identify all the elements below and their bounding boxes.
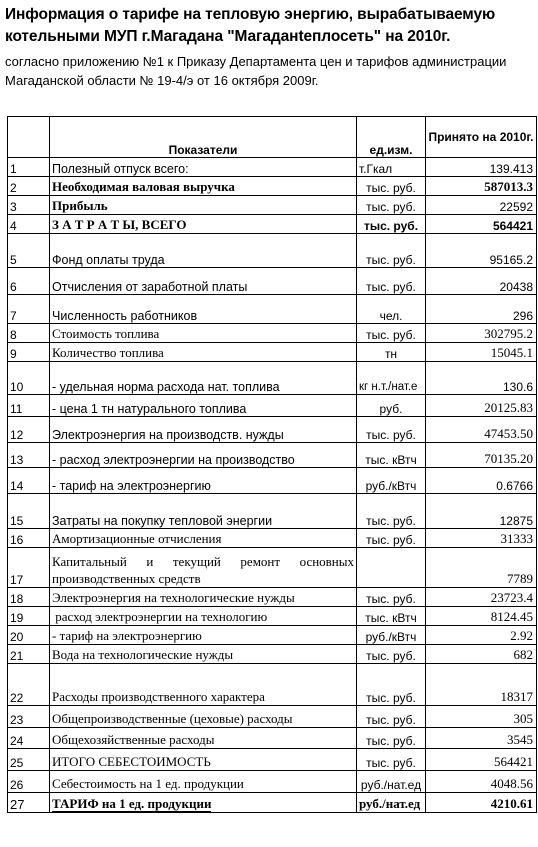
document-title: Информация о тарифе на тепловую энергию, вырабатываемую котельными МУП г.Магадана "Магаданteплосеть" на 2010г.	[5, 6, 496, 45]
row-value: 4210.61	[426, 793, 537, 813]
row-name: Прибыль	[50, 196, 357, 215]
document-subtitle: согласно приложению №1 к Приказу Департамента цен и тарифов администрации Магаданской области № 19-4/э от 16 октября 2009г.	[5, 54, 507, 88]
row-unit: тыс. руб.	[357, 324, 426, 343]
table-row	[8, 196, 537, 215]
row-num: 16	[8, 529, 50, 548]
table-row	[8, 548, 537, 588]
row-unit: руб./кВтч	[357, 626, 426, 645]
row-name: Амортизационные отчисления	[50, 529, 357, 548]
row-unit: тыс. руб.	[357, 529, 426, 548]
row-name: Общепроизводственные (цеховые) расходы	[50, 706, 357, 728]
row-unit: тыс. руб.	[357, 417, 426, 443]
row-unit: тыс. руб.	[357, 494, 426, 529]
row-name: Полезный отпуск всего:	[50, 158, 357, 177]
row-unit: тыс. руб.	[357, 215, 426, 234]
row-num: 5	[8, 234, 50, 268]
row-name: Себестоимость на 1 ед. продукции	[50, 771, 357, 793]
row-num: 17	[8, 548, 50, 588]
row-unit: тыс. руб.	[357, 645, 426, 664]
row-unit: тыс. кВтч	[357, 443, 426, 468]
table-row	[8, 494, 537, 529]
row-num: 21	[8, 645, 50, 664]
row-name-text: ТАРИФ на 1 ед. продукции	[52, 796, 212, 811]
row-value: 4048.56	[426, 771, 537, 793]
row-num: 18	[8, 588, 50, 607]
row-unit: руб./нат.ед	[357, 771, 426, 793]
row-num: 6	[8, 268, 50, 295]
row-unit: тыс. руб.	[357, 177, 426, 196]
table-row	[8, 771, 537, 793]
row-unit: тыс. руб.	[357, 706, 426, 728]
row-name: З А Т Р А Т Ы, ВСЕГО	[50, 215, 357, 234]
table-row	[8, 295, 537, 324]
row-num: 12	[8, 417, 50, 443]
row-num: 15	[8, 494, 50, 529]
table-row	[8, 443, 537, 468]
table-row	[8, 626, 537, 645]
table-row	[8, 749, 537, 771]
row-value: 15045.1	[426, 343, 537, 362]
table-row	[8, 324, 537, 343]
row-unit: тыс. руб.	[357, 749, 426, 771]
row-value: 302795.2	[426, 324, 537, 343]
row-value: 305	[426, 706, 537, 728]
table-header-row	[8, 117, 537, 158]
tariff-table	[7, 116, 537, 813]
row-num: 11	[8, 395, 50, 417]
row-name: Вода на технологические нужды	[50, 645, 357, 664]
row-value: 587013.3	[426, 177, 537, 196]
row-num: 19	[8, 607, 50, 626]
table-row	[8, 588, 537, 607]
row-value: 2.92	[426, 626, 537, 645]
row-name	[50, 793, 357, 813]
row-unit: тыс. руб.	[357, 588, 426, 607]
row-num: 10	[8, 362, 50, 395]
row-num: 14	[8, 468, 50, 494]
row-name: Расходы производственного характера	[50, 664, 357, 706]
row-num: 23	[8, 706, 50, 728]
row-name: Необходимая валовая выручка	[50, 177, 357, 196]
row-num: 24	[8, 728, 50, 749]
row-name: Электроэнергия на технологические нужды	[50, 588, 357, 607]
row-num: 1	[8, 158, 50, 177]
row-unit: кг н.т./нат.е	[357, 362, 426, 395]
row-unit: тн	[357, 343, 426, 362]
row-unit: тыс. кВтч	[357, 607, 426, 626]
row-name: - тариф на электроэнергию	[50, 468, 357, 494]
table-row	[8, 664, 537, 706]
row-num: 3	[8, 196, 50, 215]
table-row	[8, 395, 537, 417]
table-row	[8, 607, 537, 626]
row-unit: тыс. руб.	[357, 728, 426, 749]
row-name: Капитальный и текущий ремонт основных производственных средств	[50, 548, 357, 588]
table-row	[8, 268, 537, 295]
row-unit	[357, 548, 426, 588]
row-num: 9	[8, 343, 50, 362]
row-unit: тыс. руб.	[357, 196, 426, 215]
row-name: Затраты на покупку тепловой энергии	[50, 494, 357, 529]
table-row	[8, 234, 537, 268]
row-value: 7789	[426, 548, 537, 588]
row-num: 13	[8, 443, 50, 468]
row-unit: тыс. руб.	[357, 268, 426, 295]
row-name: Общехозяйственные расходы	[50, 728, 357, 749]
row-value: 95165.2	[426, 234, 537, 268]
row-num: 22	[8, 664, 50, 706]
row-name: расход электроэнергии на технологию	[50, 607, 357, 626]
header-value: Принято на 2010г.	[426, 117, 537, 158]
row-unit: руб.	[357, 395, 426, 417]
row-num: 26	[8, 771, 50, 793]
row-unit: руб./кВтч	[357, 468, 426, 494]
row-value: 23723.4	[426, 588, 537, 607]
row-value: 47453.50	[426, 417, 537, 443]
row-name: Электроэнергия на производств. нужды	[50, 417, 357, 443]
row-num: 20	[8, 626, 50, 645]
row-num: 27	[8, 793, 50, 813]
row-name: - удельная норма расхода нат. топлива	[50, 362, 357, 395]
table-row	[8, 343, 537, 362]
row-value: 296	[426, 295, 537, 324]
row-name: Численность работников	[50, 295, 357, 324]
row-value: 31333	[426, 529, 537, 548]
row-value: 139.413	[426, 158, 537, 177]
row-num: 4	[8, 215, 50, 234]
row-value: 682	[426, 645, 537, 664]
row-value: 564421	[426, 215, 537, 234]
row-num: 2	[8, 177, 50, 196]
row-name: - цена 1 тн натурального топлива	[50, 395, 357, 417]
table-row	[8, 645, 537, 664]
row-value: 20125.83	[426, 395, 537, 417]
table-row	[8, 728, 537, 749]
row-name: - тариф на электроэнергию	[50, 626, 357, 645]
row-name: - расход электроэнергии на производство	[50, 443, 357, 468]
row-value: 564421	[426, 749, 537, 771]
table-row	[8, 215, 537, 234]
header-unit: ед.изм.	[357, 117, 426, 158]
row-name: Фонд оплаты труда	[50, 234, 357, 268]
row-unit: т.Гкал	[357, 158, 426, 177]
table-row	[8, 706, 537, 728]
row-unit: руб./нат.ед	[357, 793, 426, 813]
row-name: Отчисления от заработной платы	[50, 268, 357, 295]
row-value: 22592	[426, 196, 537, 215]
row-value: 3545	[426, 728, 537, 749]
row-value: 0.6766	[426, 468, 537, 494]
row-value: 8124.45	[426, 607, 537, 626]
table-row	[8, 529, 537, 548]
row-unit: чел.	[357, 295, 426, 324]
row-value: 130.6	[426, 362, 537, 395]
row-num: 25	[8, 749, 50, 771]
row-value: 20438	[426, 268, 537, 295]
header-num	[8, 117, 50, 158]
row-num: 7	[8, 295, 50, 324]
row-name: ИТОГО СЕБЕСТОИМОСТЬ	[50, 749, 357, 771]
header-name: Показатели	[50, 117, 357, 158]
table-row	[8, 793, 537, 813]
row-value: 12875	[426, 494, 537, 529]
table-row	[8, 158, 537, 177]
table-row	[8, 177, 537, 196]
table-row	[8, 362, 537, 395]
row-unit: тыс. руб.	[357, 234, 426, 268]
row-value: 18317	[426, 664, 537, 706]
row-name: Количество топлива	[50, 343, 357, 362]
row-unit: тыс. руб.	[357, 664, 426, 706]
row-value: 70135.20	[426, 443, 537, 468]
row-num: 8	[8, 324, 50, 343]
row-name: Стоимость топлива	[50, 324, 357, 343]
table-row	[8, 417, 537, 443]
table-row	[8, 468, 537, 494]
